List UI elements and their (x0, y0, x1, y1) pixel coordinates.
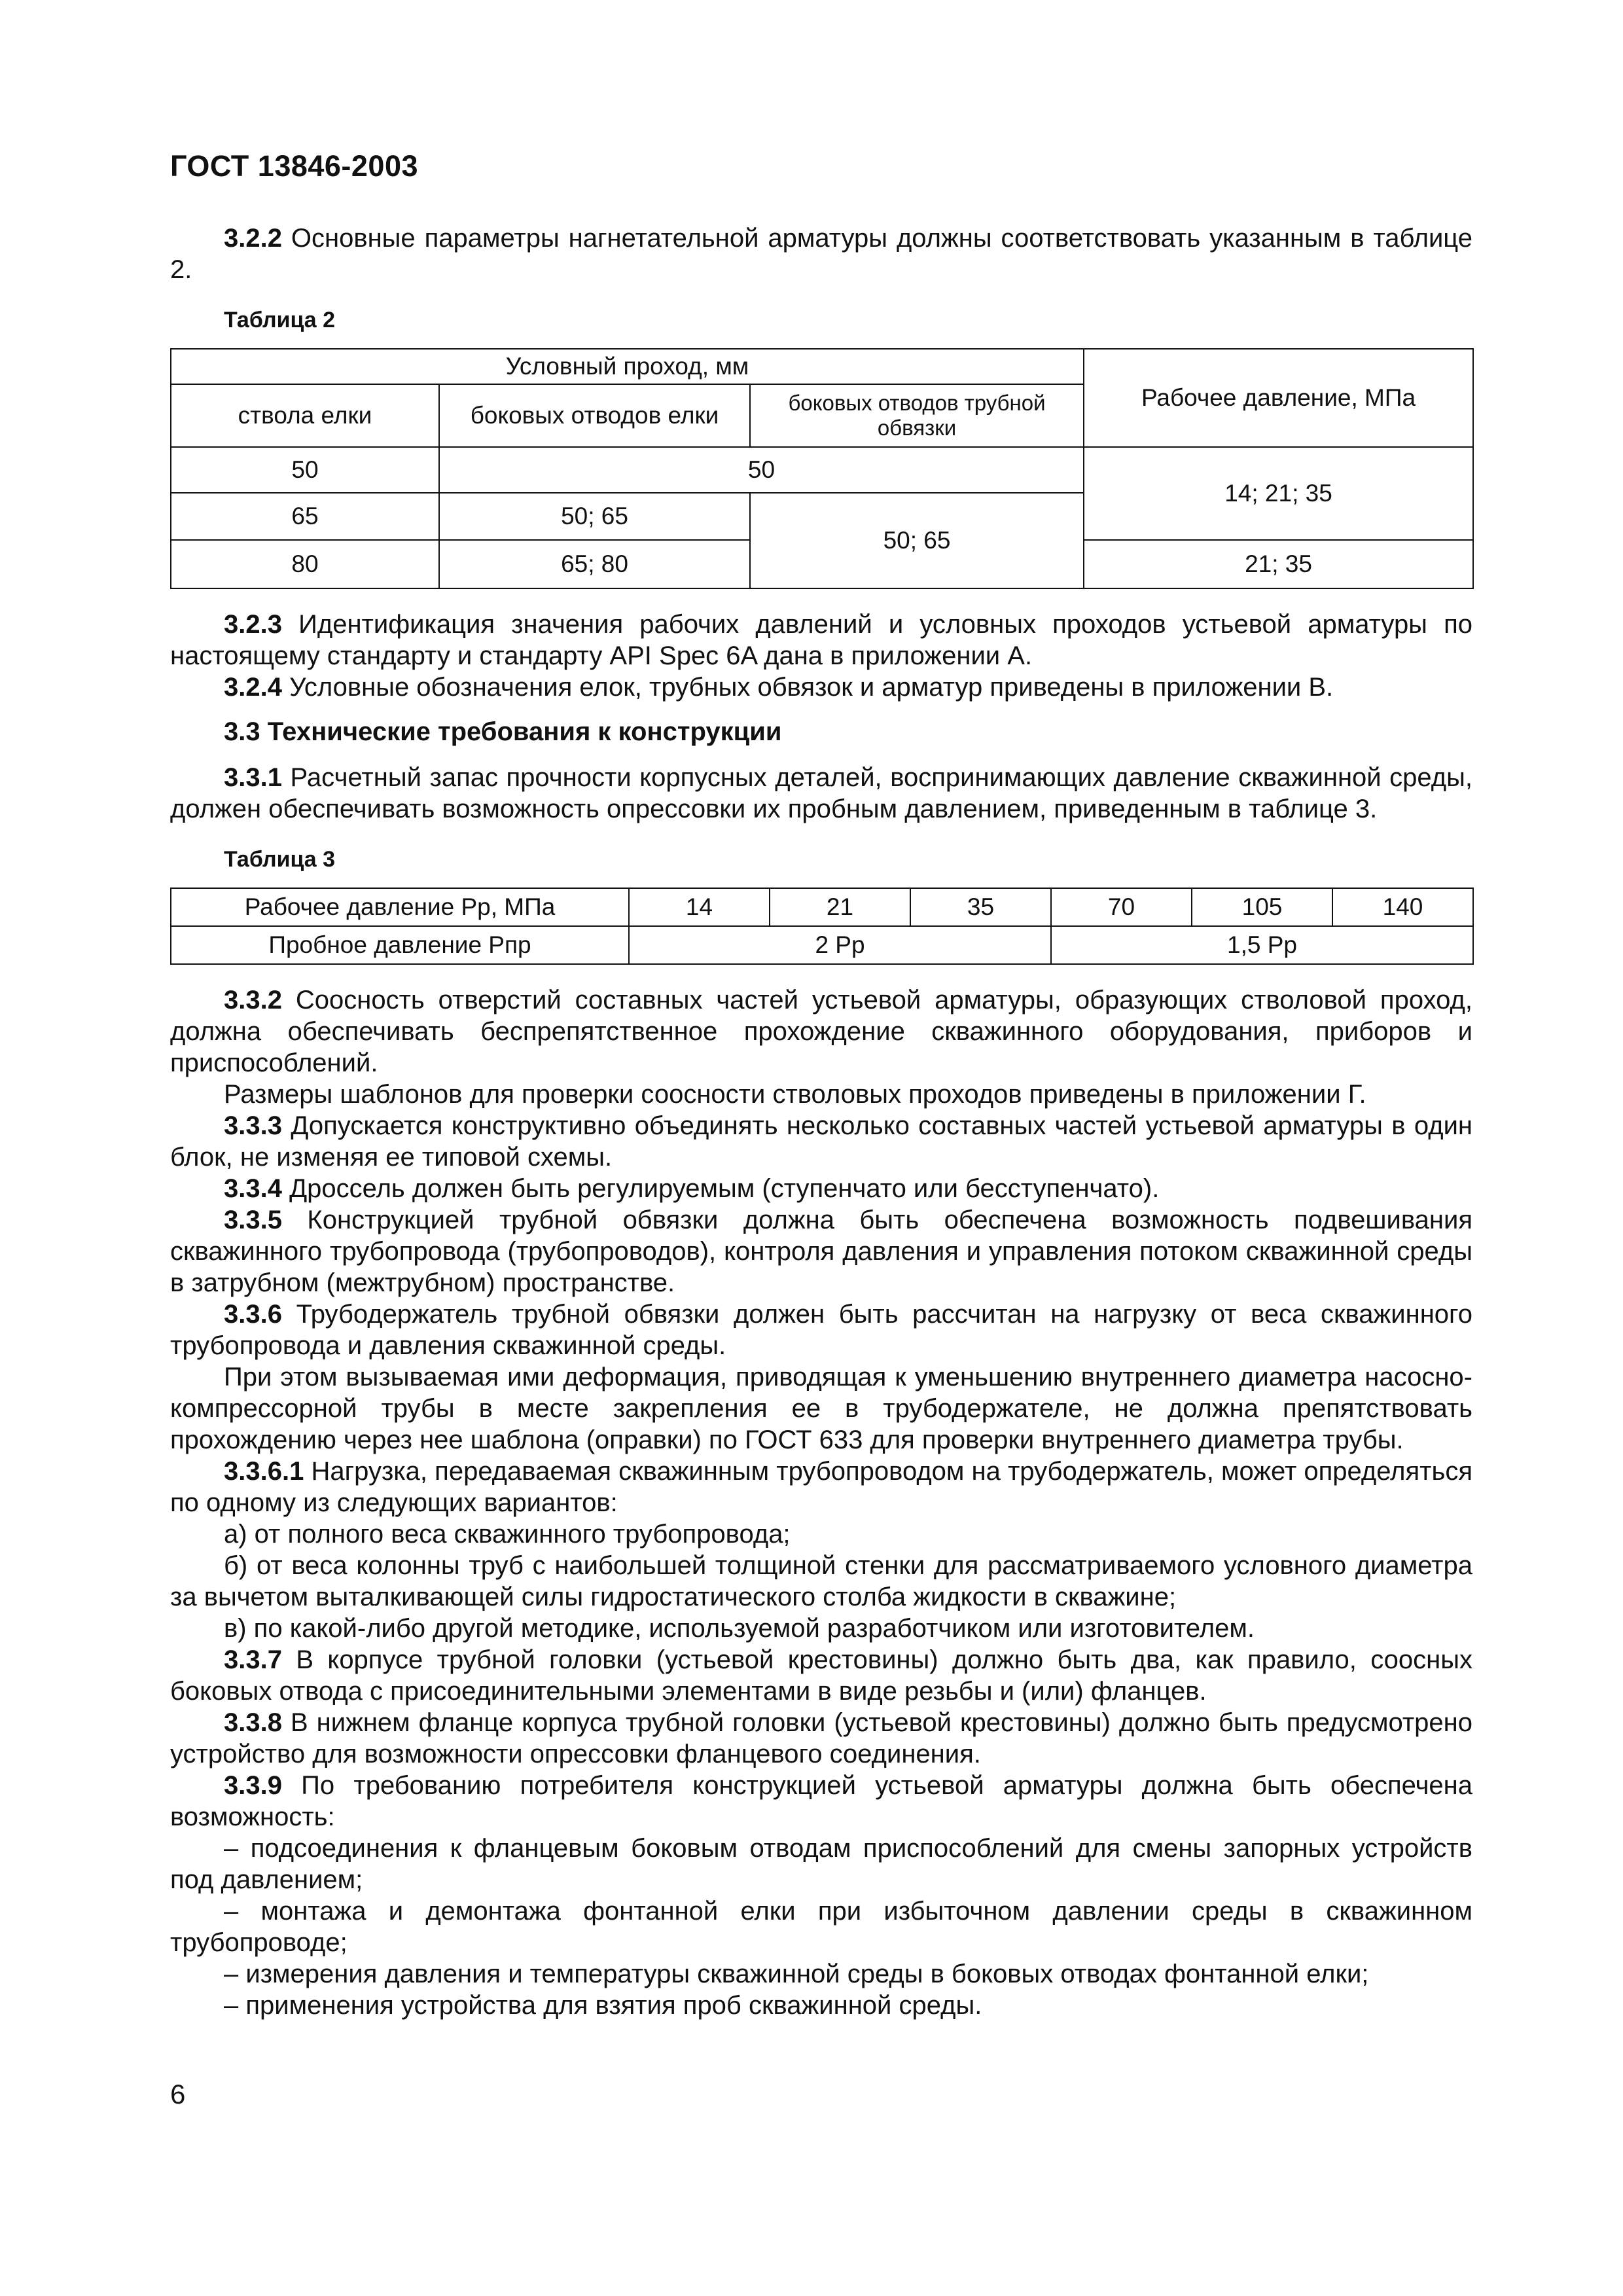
clause-number: 3.3.6.1 (224, 1457, 304, 1486)
table-2 (170, 348, 1474, 589)
table-2-caption: Таблица 2 (224, 308, 336, 332)
table-2-cell: 50 (439, 447, 1084, 493)
paragraph-text: Дроссель должен быть регулируемым (ступенчато или бесступенчато). (281, 1174, 1160, 1203)
table-2-cell: 50; 65 (750, 493, 1084, 588)
paragraph-text: Идентификация значения рабочих давлений и условных проходов устьевой арматуры по настоящему стандарту и стандарту API Spec 6A дана в приложении А. (170, 610, 1472, 670)
paragraph-text: По требованию потребителя конструкцией устьевой арматуры должна быть обеспечена возможность: (170, 1771, 1472, 1831)
table-2-header-side-tree: боковых отводов елки (439, 384, 750, 447)
table-3-cell: 140 (1332, 888, 1473, 926)
paragraph-3-3-2-note: Размеры шаблонов для проверки соосности стволовых проходов приведены в приложении Г. (224, 1080, 1366, 1109)
list-item-dash-1: – подсоединения к фланцевым боковым отводам приспособлений для смены запорных устройств под давлением; (170, 1834, 1472, 1894)
table-2-cell: 80 (171, 540, 439, 588)
paragraph-text: Основные параметры нагнетательной арматуры должны соответствовать указанным в таблице 2. (170, 224, 1472, 284)
clause-number: 3.3.5 (224, 1206, 282, 1234)
paragraph-3-2-4 (170, 672, 1472, 703)
paragraph-3-3-6-1 (170, 1456, 1472, 1518)
table-2-header-stem: ствола елки (171, 384, 439, 447)
table-2-cell: 50; 65 (439, 493, 750, 540)
table-3-cell: 1,5 Рр (1051, 926, 1473, 964)
paragraph-3-3-9 (170, 1770, 1472, 1833)
table-3-cell: 2 Рр (629, 926, 1051, 964)
clause-number: 3.2.3 (224, 610, 282, 639)
table-2-cell: 65 (171, 493, 439, 540)
paragraph-3-3-3 (170, 1110, 1472, 1173)
list-item-c: в) по какой-либо другой методике, используемой разработчиком или изготовителем. (224, 1614, 1255, 1643)
paragraph-text: В корпусе трубной головки (устьевой крестовины) должно быть два, как правило, соосных боковых отвода с присоединительными элементами в виде резьбы и (или) фланцев. (170, 1645, 1472, 1706)
paragraph-text: Соосность отверстий составных частей устьевой арматуры, образующих стволовой проход, должна обеспечивать беспрепятственное прохождение скважинного оборудования, приборов и приспособлений. (170, 986, 1472, 1077)
clause-number: 3.3.3 (224, 1111, 282, 1140)
table-2-cell: 14; 21; 35 (1084, 447, 1473, 540)
table-3-cell: 14 (629, 888, 770, 926)
table-3-cell: 105 (1192, 888, 1332, 926)
paragraph-text: Расчетный запас прочности корпусных деталей, воспринимающих давление скважинной среды, должен обеспечивать возможность опрессовки их пробным давлением, приведенным в таблице 3. (170, 763, 1472, 823)
clause-number: 3.2.2 (224, 224, 282, 253)
paragraph-text: В нижнем фланце корпуса трубной головки (устьевой крестовины) должно быть предусмотрено устройство для возможности опрессовки фланцевого соединения. (170, 1708, 1472, 1768)
clause-number: 3.2.4 (224, 673, 282, 702)
paragraph-3-3-2 (170, 984, 1472, 1079)
clause-number: 3.3.7 (224, 1645, 282, 1674)
table-2-cell: 65; 80 (439, 540, 750, 588)
paragraph-text: Условные обозначения елок, трубных обвязок и арматур приведены в приложении В. (281, 673, 1334, 702)
paragraph-3-3-4 (170, 1173, 1472, 1204)
table-3 (170, 888, 1474, 965)
list-item-dash-4: – применения устройства для взятия проб скважинной среды. (224, 1991, 982, 2020)
table-2-cell: 50 (171, 447, 439, 493)
table-2-header-pressure: Рабочее давление, МПа (1084, 349, 1473, 447)
paragraph-text: Допускается конструктивно объединять несколько составных частей устьевой арматуры в один блок, не изменяя ее типовой схемы. (170, 1111, 1472, 1172)
document-header: ГОСТ 13846-2003 (170, 149, 419, 183)
paragraph-3-2-3 (170, 609, 1472, 672)
paragraph-3-3-6-note: При этом вызываемая ими деформация, приводящая к уменьшению внутреннего диаметра насосно-компрессорной трубы в месте закрепления ее в трубодержателе, не должна препятствовать прохождению через нее шаблона (оправки) по ГОСТ 633 для проверки внутреннего диаметра трубы. (170, 1363, 1472, 1454)
table-2-cell: 21; 35 (1084, 540, 1473, 588)
paragraph-text: Нагрузка, передаваемая скважинным трубопроводом на трубодержатель, может определяться по одному из следующих вариантов: (170, 1457, 1472, 1517)
list-item-b: б) от веса колонны труб с наибольшей толщиной стенки для рассматриваемого условного диаметра за вычетом выталкивающей силы гидростатического столба жидкости в скважине; (170, 1551, 1472, 1611)
paragraph-3-3-1 (170, 762, 1472, 825)
section-heading-3-3: 3.3 Технические требования к конструкции (224, 717, 782, 746)
paragraph-3-3-6 (170, 1299, 1472, 1361)
table-3-cell: 70 (1051, 888, 1192, 926)
list-item-a: а) от полного веса скважинного трубопровода; (224, 1520, 791, 1549)
clause-number: 3.3.6 (224, 1300, 282, 1329)
paragraph-3-3-5 (170, 1204, 1472, 1299)
table-2-header-side-pipe: боковых отводов трубной обвязки (750, 384, 1084, 447)
clause-number: 3.3.2 (224, 986, 282, 1014)
paragraph-3-2-2 (170, 223, 1472, 285)
table-3-cell: 21 (770, 888, 910, 926)
paragraph-text: Конструкцией трубной обвязки должна быть обеспечена возможность подвешивания скважинного трубопровода (трубопроводов), контроля давления и управления потоком скважинной среды в затрубном (межтрубном) пространстве. (170, 1206, 1472, 1297)
list-item-dash-3: – измерения давления и температуры скважинной среды в боковых отводах фонтанной елки; (224, 1960, 1369, 1988)
paragraph-text: Трубодержатель трубной обвязки должен быть рассчитан на нагрузку от веса скважинного трубопровода и давления скважинной среды. (170, 1300, 1472, 1360)
paragraph-3-3-7 (170, 1644, 1472, 1707)
page-number: 6 (170, 2079, 186, 2109)
clause-number: 3.3.8 (224, 1708, 282, 1737)
table-3-row-label: Пробное давление Рпр (171, 926, 629, 964)
table-3-cell: 35 (910, 888, 1051, 926)
clause-number: 3.3.9 (224, 1771, 282, 1800)
table-2-group-header: Условный проход, мм (171, 349, 1084, 384)
clause-number: 3.3.4 (224, 1174, 282, 1203)
table-3-caption: Таблица 3 (224, 847, 336, 872)
list-item-dash-2: – монтажа и демонтажа фонтанной елки при избыточном давлении среды в скважинном трубопроводе; (170, 1897, 1472, 1957)
page-content (170, 223, 1472, 2021)
clause-number: 3.3.1 (224, 763, 282, 792)
table-3-row-label: Рабочее давление Рр, МПа (171, 888, 629, 926)
paragraph-3-3-8 (170, 1707, 1472, 1770)
